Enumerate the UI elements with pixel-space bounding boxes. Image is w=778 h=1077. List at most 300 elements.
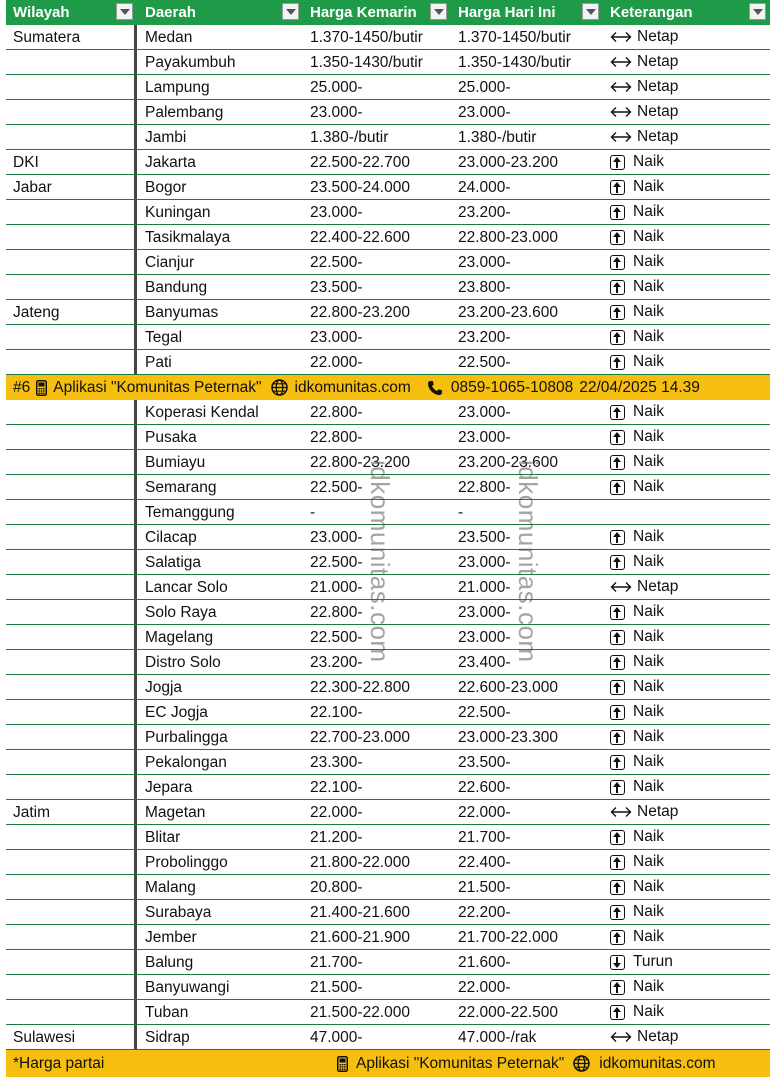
table-row (6, 675, 770, 700)
cell-harga-hari-ini: 23.200-23.600 (458, 304, 558, 321)
globe-icon (573, 1055, 590, 1072)
cell-keterangan (603, 325, 770, 349)
header-hariini-label: Harga Hari Ini (458, 4, 556, 21)
arrow-up-icon (610, 480, 625, 495)
cell-harga-hari-ini: 23.000- (458, 104, 511, 121)
arrow-up-icon (610, 255, 625, 270)
cell-harga-hari-ini: 21.700- (458, 829, 511, 846)
cell-keterangan (603, 975, 770, 999)
arrow-up-icon (610, 880, 625, 895)
cell-harga-hari-ini: 23.000- (458, 604, 511, 621)
status-label: Netap (637, 28, 679, 45)
arrow-left-right-icon (610, 805, 632, 819)
arrow-up-icon (610, 530, 625, 545)
cell-wilayah (6, 400, 137, 424)
cell-harga-kemarin: - (310, 504, 316, 521)
cell-harga-kemarin: 22.400-22.600 (310, 229, 410, 246)
cell-wilayah (6, 75, 137, 99)
cell-harga-kemarin: 23.000- (310, 204, 363, 221)
table-row (6, 400, 770, 425)
cell-harga-kemarin: 23.300- (310, 754, 363, 771)
cell-harga-hari-ini: 22.200- (458, 904, 511, 921)
cell-harga-kemarin: 21.600-21.900 (310, 929, 410, 946)
cell-wilayah (6, 100, 137, 124)
table-row (6, 825, 770, 850)
cell-daerah: Tasikmalaya (145, 229, 231, 246)
cell-wilayah (6, 825, 137, 849)
cell-harga-kemarin: 21.000- (310, 579, 363, 596)
status-label: Naik (633, 353, 665, 370)
cell-daerah: Bandung (145, 279, 208, 296)
cell-keterangan (603, 825, 770, 849)
status-label: Naik (633, 253, 665, 270)
cell-wilayah (6, 550, 137, 574)
table-row (6, 50, 770, 75)
status-label: Netap (637, 128, 679, 145)
cell-wilayah (6, 450, 137, 474)
table-row (6, 200, 770, 225)
arrow-up-icon (610, 205, 625, 220)
cell-keterangan (603, 525, 770, 549)
cell-wilayah (6, 225, 137, 249)
arrow-up-icon (610, 405, 625, 420)
cell-keterangan (603, 425, 770, 449)
cell-harga-kemarin: 23.500- (310, 279, 363, 296)
cell-keterangan (603, 900, 770, 924)
cell-harga-hari-ini: 23.800- (458, 279, 511, 296)
banner-phone[interactable]: 0859-1065-10808 (450, 379, 574, 396)
cell-harga-hari-ini: 1.380-/butir (458, 129, 537, 146)
cell-wilayah (6, 525, 137, 549)
cell-harga-hari-ini: 23.500- (458, 529, 511, 546)
cell-daerah: Tegal (145, 329, 183, 346)
cell-harga-kemarin: 47.000- (310, 1029, 363, 1046)
arrow-left-right-icon (610, 80, 632, 94)
cell-keterangan (603, 700, 770, 724)
cell-keterangan (603, 650, 770, 674)
status-label: Naik (633, 628, 665, 645)
header-keterangan (603, 0, 770, 25)
banner-website[interactable]: idkomunitas.com (294, 379, 411, 396)
cell-keterangan (603, 1000, 770, 1024)
table-row (6, 975, 770, 1000)
cell-harga-kemarin: 22.700-23.000 (310, 729, 410, 746)
status-label: Naik (633, 153, 665, 170)
table-row (6, 950, 770, 975)
arrow-left-right-icon (610, 1030, 632, 1044)
status-label: Netap (637, 78, 679, 95)
cell-wilayah (6, 275, 137, 299)
cell-harga-kemarin: 22.000- (310, 804, 363, 821)
arrow-up-icon (610, 780, 625, 795)
cell-daerah: Purbalingga (145, 729, 228, 746)
cell-wilayah (6, 650, 137, 674)
cell-keterangan (603, 50, 770, 74)
cell-daerah: Payakumbuh (145, 54, 236, 71)
banner-app: Aplikasi "Komunitas Peternak" (53, 379, 262, 396)
cell-harga-kemarin: 1.350-1430/butir (310, 54, 423, 71)
cell-harga-kemarin: 23.500-24.000 (310, 179, 410, 196)
table-row (6, 775, 770, 800)
cell-harga-kemarin: 22.800- (310, 604, 363, 621)
cell-keterangan (603, 100, 770, 124)
cell-daerah: Probolinggo (145, 854, 228, 871)
table-row (6, 925, 770, 950)
status-label: Naik (633, 403, 665, 420)
status-label: Naik (633, 553, 665, 570)
cell-harga-hari-ini: 21.000- (458, 579, 511, 596)
arrow-up-icon (610, 280, 625, 295)
cell-keterangan (603, 775, 770, 799)
footer-website[interactable]: idkomunitas.com (599, 1055, 716, 1072)
table-row (6, 25, 770, 50)
cell-daerah: Jepara (145, 779, 193, 796)
arrow-up-icon (610, 655, 625, 670)
cell-daerah: Koperasi Kendal (145, 404, 259, 421)
cell-wilayah (6, 750, 137, 774)
cell-wilayah (6, 875, 137, 899)
cell-harga-hari-ini: 23.000- (458, 554, 511, 571)
cell-harga-hari-ini: 23.000-23.200 (458, 154, 558, 171)
cell-harga-hari-ini: 21.700-22.000 (458, 929, 558, 946)
cell-harga-hari-ini: 22.000-22.500 (458, 1004, 558, 1021)
cell-harga-kemarin: 22.500- (310, 554, 363, 571)
cell-keterangan (603, 150, 770, 174)
status-label: Naik (633, 1003, 665, 1020)
table-row (6, 725, 770, 750)
header-kemarin-label: Harga Kemarin (310, 4, 417, 21)
cell-wilayah (6, 425, 137, 449)
cell-harga-hari-ini: - (458, 504, 464, 521)
status-label: Naik (633, 178, 665, 195)
status-label: Naik (633, 828, 665, 845)
cell-wilayah (6, 250, 137, 274)
cell-keterangan (603, 75, 770, 99)
cell-harga-hari-ini: 21.600- (458, 954, 511, 971)
cell-daerah: Bogor (145, 179, 187, 196)
cell-keterangan (603, 800, 770, 824)
table-row (6, 225, 770, 250)
cell-harga-hari-ini: 22.000- (458, 979, 511, 996)
status-label: Naik (633, 528, 665, 545)
banner-datetime: 22/04/2025 14.39 (579, 379, 700, 396)
cell-harga-kemarin: 20.800- (310, 879, 363, 896)
cell-keterangan (603, 850, 770, 874)
status-label: Naik (633, 703, 665, 720)
arrow-up-icon (610, 830, 625, 845)
status-label: Naik (633, 228, 665, 245)
cell-daerah: Semarang (145, 479, 217, 496)
cell-harga-kemarin: 1.380-/butir (310, 129, 389, 146)
header-kemarin (303, 0, 451, 25)
table-row (6, 125, 770, 150)
cell-keterangan (603, 675, 770, 699)
arrow-up-icon (610, 980, 625, 995)
cell-daerah: Medan (145, 29, 193, 46)
cell-harga-kemarin: 21.700- (310, 954, 363, 971)
cell-wilayah (6, 850, 137, 874)
cell-wilayah (6, 200, 137, 224)
cell-wilayah (6, 50, 137, 74)
cell-wilayah (6, 700, 137, 724)
cell-keterangan (603, 350, 770, 374)
cell-wilayah (6, 775, 137, 799)
cell-daerah: Blitar (145, 829, 181, 846)
status-label: Naik (633, 928, 665, 945)
cell-daerah: Salatiga (145, 554, 202, 571)
cell-harga-kemarin: 21.800-22.000 (310, 854, 410, 871)
banner-index: #6 (13, 379, 31, 396)
footer-app: Aplikasi "Komunitas Peternak" (356, 1055, 565, 1072)
cell-harga-kemarin: 22.800- (310, 404, 363, 421)
cell-wilayah (6, 975, 137, 999)
cell-harga-kemarin: 22.300-22.800 (310, 679, 410, 696)
cell-wilayah (6, 725, 137, 749)
cell-wilayah (6, 1000, 137, 1024)
cell-wilayah: Sulawesi (6, 1025, 137, 1049)
cell-harga-kemarin: 22.800- (310, 429, 363, 446)
arrow-up-icon (610, 155, 625, 170)
arrow-up-icon (610, 355, 625, 370)
header-daerah (137, 0, 303, 25)
table-header (6, 0, 770, 25)
table-row (6, 250, 770, 275)
cell-daerah: Jambi (145, 129, 187, 146)
cell-keterangan (603, 200, 770, 224)
table-row (6, 350, 770, 375)
arrow-up-icon (610, 855, 625, 870)
cell-wilayah (6, 625, 137, 649)
cell-harga-hari-ini: 23.000-23.300 (458, 729, 558, 746)
cell-keterangan (603, 400, 770, 424)
cell-wilayah: DKI (6, 150, 137, 174)
cell-keterangan (603, 950, 770, 974)
cell-keterangan (603, 875, 770, 899)
arrow-up-icon (610, 555, 625, 570)
filter-dropdown-icon[interactable] (116, 3, 133, 20)
status-label: Naik (633, 978, 665, 995)
status-label: Naik (633, 278, 665, 295)
cell-wilayah (6, 900, 137, 924)
cell-harga-kemarin: 22.100- (310, 704, 363, 721)
cell-daerah: Surabaya (145, 904, 212, 921)
arrow-left-right-icon (610, 55, 632, 69)
status-label: Netap (637, 53, 679, 70)
arrow-up-icon (610, 455, 625, 470)
cell-daerah: Temanggung (145, 504, 235, 521)
phone-device-icon (337, 1056, 348, 1072)
arrow-up-icon (610, 680, 625, 695)
cell-keterangan (603, 250, 770, 274)
table-row (6, 1000, 770, 1025)
watermark-text: idkomunitas.com (513, 460, 543, 663)
table-row (6, 100, 770, 125)
cell-daerah: Bumiayu (145, 454, 206, 471)
filter-dropdown-icon[interactable] (749, 3, 766, 20)
cell-keterangan (603, 1025, 770, 1049)
table-row (6, 275, 770, 300)
cell-harga-hari-ini: 23.000- (458, 404, 511, 421)
cell-keterangan (603, 25, 770, 49)
arrow-down-icon (610, 955, 625, 970)
cell-daerah: Banyumas (145, 304, 219, 321)
watermark-text: idkomunitas.com (365, 460, 395, 663)
cell-keterangan (603, 450, 770, 474)
cell-wilayah: Sumatera (6, 25, 137, 49)
arrow-up-icon (610, 605, 625, 620)
status-label: Naik (633, 753, 665, 770)
cell-harga-kemarin: 25.000- (310, 79, 363, 96)
cell-harga-hari-ini: 22.600-23.000 (458, 679, 558, 696)
cell-harga-hari-ini: 1.350-1430/butir (458, 54, 571, 71)
cell-harga-kemarin: 22.800-23.200 (310, 454, 410, 471)
cell-harga-hari-ini: 23.200- (458, 204, 511, 221)
cell-keterangan (603, 575, 770, 599)
arrow-up-icon (610, 730, 625, 745)
table-body-top (6, 25, 770, 375)
arrow-left-right-icon (610, 30, 632, 44)
cell-harga-kemarin: 22.100- (310, 779, 363, 796)
status-label: Naik (633, 728, 665, 745)
cell-harga-kemarin: 22.000- (310, 354, 363, 371)
footer-bar (6, 1050, 770, 1077)
cell-harga-kemarin: 22.500- (310, 629, 363, 646)
cell-harga-kemarin: 21.400-21.600 (310, 904, 410, 921)
status-label: Naik (633, 428, 665, 445)
cell-harga-hari-ini: 22.500- (458, 704, 511, 721)
phone-device-icon (36, 380, 47, 396)
arrow-left-right-icon (610, 105, 632, 119)
cell-keterangan (603, 300, 770, 324)
cell-harga-kemarin: 21.200- (310, 829, 363, 846)
cell-harga-hari-ini: 23.200- (458, 329, 511, 346)
cell-daerah: Kuningan (145, 204, 211, 221)
cell-daerah: Pusaka (145, 429, 197, 446)
cell-harga-hari-ini: 22.800- (458, 479, 511, 496)
status-label: Netap (637, 1028, 679, 1045)
cell-harga-kemarin: 23.200- (310, 654, 363, 671)
filter-dropdown-icon[interactable] (282, 3, 299, 20)
cell-keterangan (603, 725, 770, 749)
cell-daerah: Lampung (145, 79, 210, 96)
cell-wilayah (6, 325, 137, 349)
cell-wilayah: Jabar (6, 175, 137, 199)
cell-keterangan (603, 925, 770, 949)
info-banner (6, 375, 770, 400)
cell-daerah: Magelang (145, 629, 214, 646)
table-row (6, 175, 770, 200)
cell-daerah: Balung (145, 954, 194, 971)
cell-wilayah (6, 575, 137, 599)
cell-daerah: Cilacap (145, 529, 197, 546)
cell-daerah: Palembang (145, 104, 224, 121)
table-row (6, 700, 770, 725)
header-keterangan-label: Keterangan (610, 4, 693, 21)
arrow-left-right-icon (610, 130, 632, 144)
telephone-icon (427, 380, 443, 396)
cell-harga-hari-ini: 23.000- (458, 629, 511, 646)
cell-wilayah: Jatim (6, 800, 137, 824)
cell-keterangan (603, 550, 770, 574)
cell-harga-hari-ini: 47.000-/rak (458, 1029, 537, 1046)
cell-harga-hari-ini: 23.000- (458, 254, 511, 271)
cell-daerah: Pekalongan (145, 754, 227, 771)
cell-keterangan (603, 750, 770, 774)
table-row (6, 800, 770, 825)
cell-daerah: Banyuwangi (145, 979, 230, 996)
arrow-up-icon (610, 905, 625, 920)
cell-harga-hari-ini: 23.200-23.600 (458, 454, 558, 471)
cell-wilayah (6, 125, 137, 149)
header-wilayah (6, 0, 137, 25)
status-label: Naik (633, 603, 665, 620)
cell-wilayah (6, 350, 137, 374)
cell-harga-hari-ini: 23.000- (458, 429, 511, 446)
header-daerah-label: Daerah (145, 4, 196, 21)
cell-daerah: Jember (145, 929, 197, 946)
arrow-up-icon (610, 330, 625, 345)
cell-harga-hari-ini: 22.600- (458, 779, 511, 796)
cell-keterangan (603, 125, 770, 149)
cell-harga-hari-ini: 24.000- (458, 179, 511, 196)
cell-daerah: Pati (145, 354, 172, 371)
table-row (6, 75, 770, 100)
table-row (6, 875, 770, 900)
cell-harga-kemarin: 22.500- (310, 479, 363, 496)
cell-harga-hari-ini: 23.400- (458, 654, 511, 671)
cell-harga-kemarin: 21.500-22.000 (310, 1004, 410, 1021)
cell-keterangan (603, 175, 770, 199)
arrow-up-icon (610, 430, 625, 445)
cell-wilayah (6, 925, 137, 949)
table-row (6, 750, 770, 775)
cell-daerah: Distro Solo (145, 654, 221, 671)
cell-harga-hari-ini: 23.500- (458, 754, 511, 771)
arrow-up-icon (610, 930, 625, 945)
cell-harga-kemarin: 22.500-22.700 (310, 154, 410, 171)
arrow-up-icon (610, 180, 625, 195)
arrow-up-icon (610, 1005, 625, 1020)
cell-harga-hari-ini: 22.800-23.000 (458, 229, 558, 246)
globe-icon (271, 379, 288, 396)
cell-keterangan (603, 275, 770, 299)
filter-dropdown-icon[interactable] (430, 3, 447, 20)
table-row (6, 300, 770, 325)
status-label: Naik (633, 478, 665, 495)
filter-dropdown-icon[interactable] (582, 3, 599, 20)
arrow-left-right-icon (610, 580, 632, 594)
status-label: Turun (633, 953, 673, 970)
table-row (6, 900, 770, 925)
cell-daerah: Malang (145, 879, 196, 896)
cell-wilayah (6, 475, 137, 499)
cell-daerah: Sidrap (145, 1029, 190, 1046)
table-row (6, 150, 770, 175)
status-label: Netap (637, 578, 679, 595)
status-label: Naik (633, 678, 665, 695)
cell-harga-kemarin: 21.500- (310, 979, 363, 996)
arrow-up-icon (610, 230, 625, 245)
status-label: Netap (637, 103, 679, 120)
cell-harga-kemarin: 23.000- (310, 529, 363, 546)
cell-harga-kemarin: 22.500- (310, 254, 363, 271)
status-label: Naik (633, 328, 665, 345)
cell-wilayah (6, 500, 137, 524)
status-label: Naik (633, 203, 665, 220)
arrow-up-icon (610, 305, 625, 320)
cell-harga-hari-ini: 22.400- (458, 854, 511, 871)
cell-daerah: Magetan (145, 804, 206, 821)
